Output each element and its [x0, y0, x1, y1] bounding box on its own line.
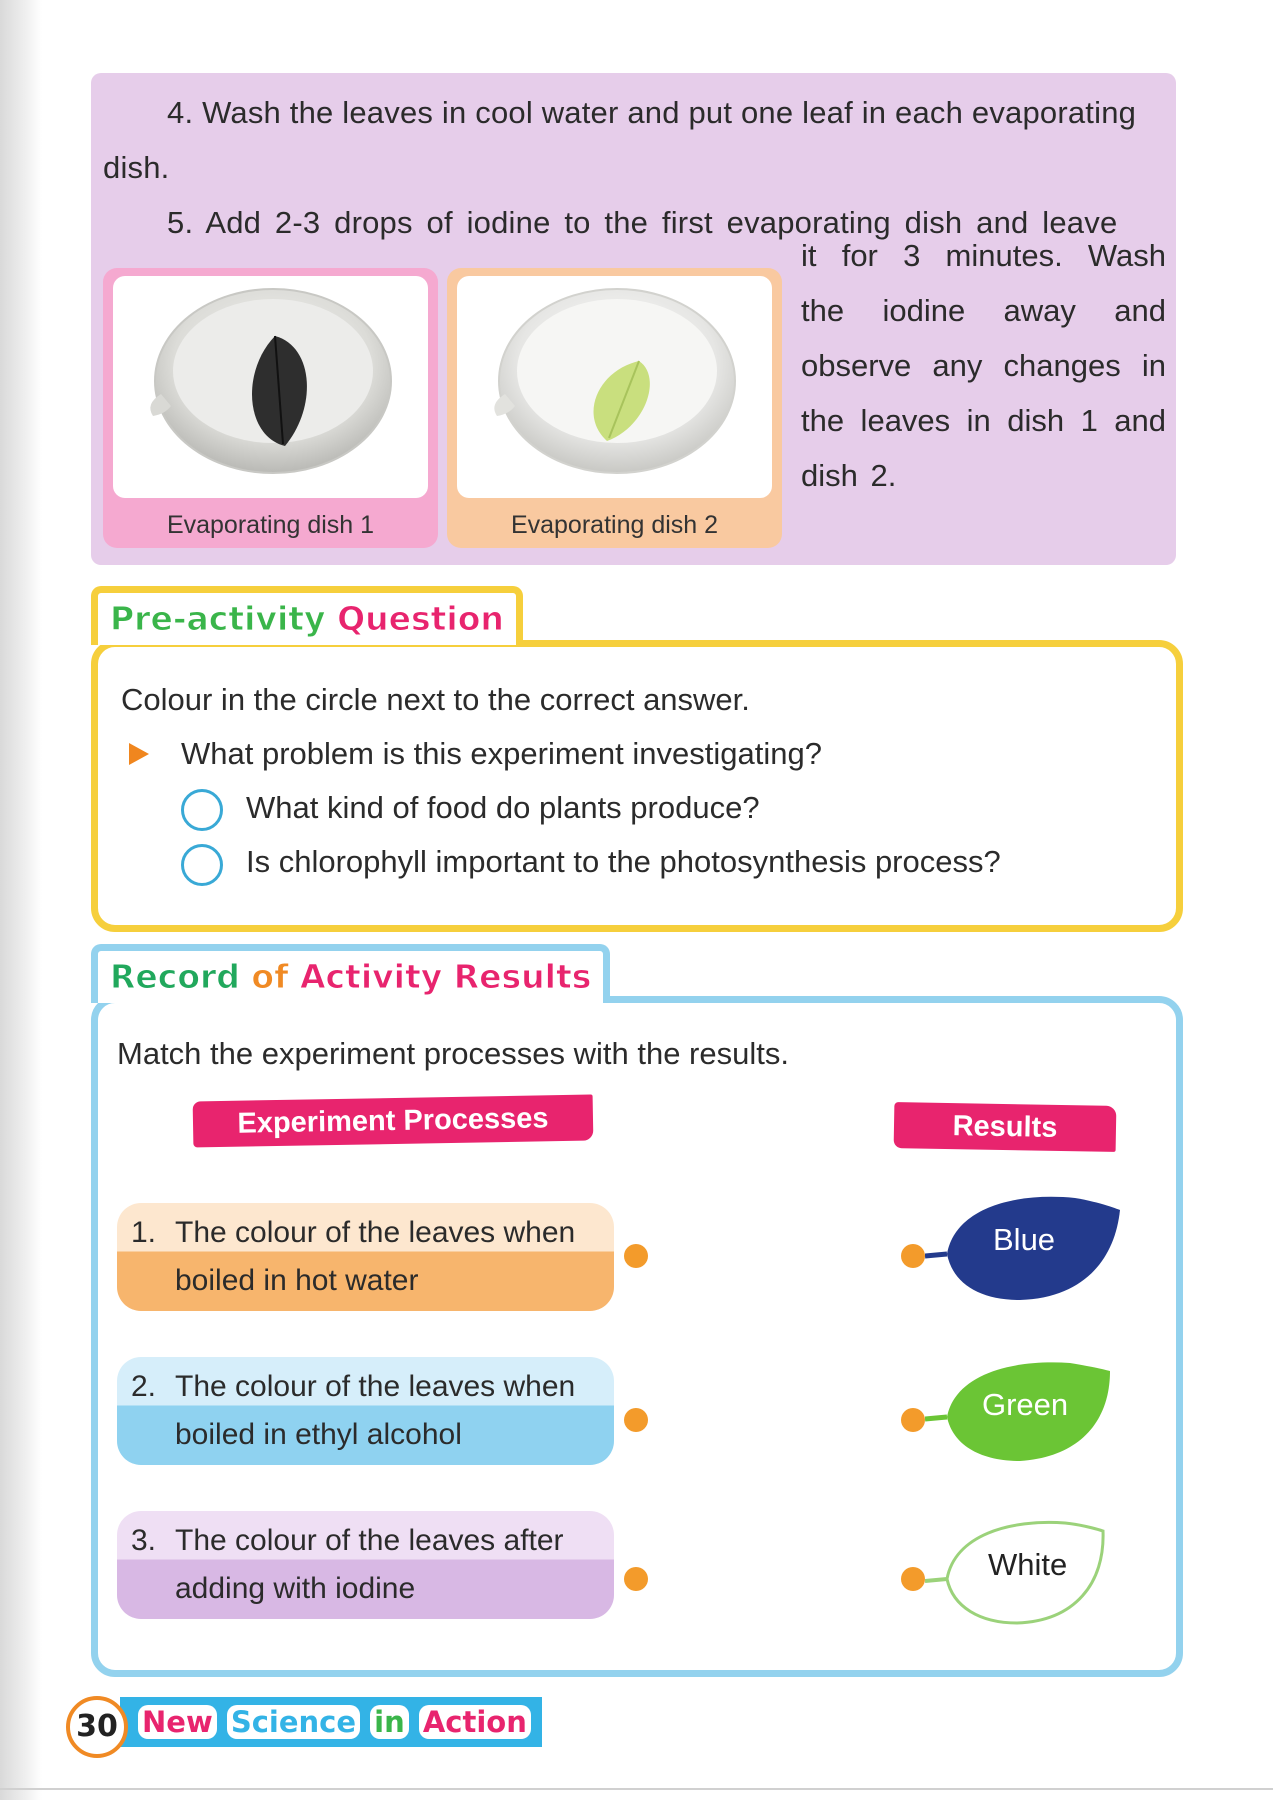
process-card-3	[117, 1511, 614, 1619]
page-bottom-edge	[0, 1788, 1273, 1790]
dish-1-caption: Evaporating dish 1	[166, 511, 375, 539]
book-title-word-4: Action	[419, 1705, 531, 1739]
process-card-1	[117, 1203, 614, 1311]
experiment-processes-banner: Experiment Processes	[193, 1095, 594, 1148]
process-3-line-1: The colour of the leaves after	[175, 1524, 564, 1557]
dish-2-caption: Evaporating dish 2	[510, 511, 719, 539]
process-3-line-2: adding with iodine	[175, 1572, 416, 1605]
step-4-line-1: 4. Wash the leaves in cool water and put one leaf in each evaporating	[167, 95, 1137, 130]
option-1-label: What kind of food do plants produce?	[246, 790, 760, 825]
dish-1-photo	[113, 276, 428, 498]
process-2-line-1: The colour of the leaves when	[175, 1370, 576, 1403]
record-results-tab	[91, 944, 610, 1003]
result-green-label: Green	[982, 1387, 1069, 1422]
result-blue-label: Blue	[993, 1222, 1056, 1257]
dish-1-photo-card	[103, 268, 438, 548]
option-2-radio[interactable]	[181, 844, 223, 886]
book-title-word-3: in	[370, 1705, 409, 1739]
process-card-2	[117, 1357, 614, 1465]
process-3-dot[interactable]	[624, 1567, 648, 1591]
book-title-word-2: Science	[227, 1705, 360, 1739]
record-title-word-4: Results	[453, 957, 592, 996]
dish-2-image	[457, 276, 772, 498]
result-green-dot[interactable]	[901, 1408, 925, 1432]
pre-activity-box	[91, 640, 1183, 932]
step-5-continuation: it for 3 minutes. Wash the iodine away and observe any changes in the leaves in dish 1 and dish 2.	[801, 238, 1166, 493]
pre-activity-title-1: Pre-activity	[110, 599, 326, 638]
result-blue-dot[interactable]	[901, 1244, 925, 1268]
process-1-number: 1.	[131, 1216, 157, 1249]
result-white-dot[interactable]	[901, 1567, 925, 1591]
page-gutter-shadow	[0, 0, 42, 1800]
process-1-dot[interactable]	[624, 1244, 648, 1268]
dish-2-photo	[457, 276, 772, 498]
process-3-number: 3.	[131, 1524, 157, 1557]
results-banner: Results	[894, 1102, 1117, 1152]
page-number: 30	[66, 1696, 128, 1758]
pre-activity-question: What problem is this experiment investigating?	[181, 736, 822, 771]
process-1-line-2: boiled in hot water	[175, 1264, 419, 1297]
pre-activity-tab	[91, 586, 523, 645]
result-white-label: White	[988, 1547, 1068, 1582]
dish-1-image	[113, 276, 428, 498]
book-title-bar	[120, 1697, 542, 1747]
step-5-line-1: 5. Add 2-3 drops of iodine to the first evaporating dish and leave	[167, 205, 1118, 240]
step-4-line-2: dish.	[103, 150, 170, 185]
record-title-word-2: of	[251, 957, 289, 996]
process-2-number: 2.	[131, 1370, 157, 1403]
option-1-radio[interactable]	[181, 789, 223, 831]
option-2-label: Is chlorophyll important to the photosynthesis process?	[246, 844, 1001, 879]
bullet-arrow-icon	[129, 743, 149, 765]
book-title-word-1: New	[138, 1705, 217, 1739]
pre-activity-title-2: Question	[337, 599, 504, 638]
record-instruction: Match the experiment processes with the results.	[117, 1036, 789, 1071]
process-2-dot[interactable]	[624, 1408, 648, 1432]
record-title-word-3: Activity	[299, 957, 443, 996]
record-title-word-1: Record	[110, 957, 240, 996]
dish-2-photo-card	[447, 268, 782, 548]
procedure-box	[91, 73, 1176, 565]
process-1-line-1: The colour of the leaves when	[175, 1216, 576, 1249]
pre-activity-instruction: Colour in the circle next to the correct answer.	[121, 682, 750, 717]
process-2-line-2: boiled in ethyl alcohol	[175, 1418, 462, 1451]
